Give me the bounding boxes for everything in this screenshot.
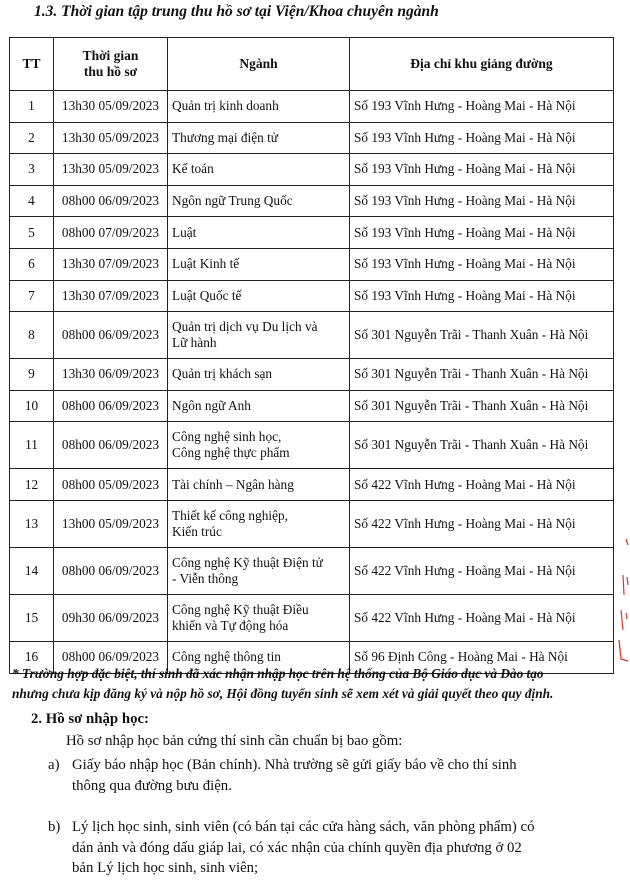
table-row — [10, 422, 614, 469]
cell-tt: 9 — [10, 359, 54, 391]
cell-major-line: - Viễn thông — [172, 570, 239, 586]
cell-address: Số 422 Vĩnh Hưng - Hoàng Mai - Hà Nội — [350, 500, 614, 547]
cell-time: 08h00 05/09/2023 — [54, 469, 168, 501]
list-item-line: Giấy báo nhập học (Bản chính). Nhà trường sẽ gửi giấy báo về cho thí sinh — [72, 757, 517, 773]
schedule-table — [9, 37, 614, 674]
note-line-1: * Trường hợp đặc biệt, thí sinh đã xác nhận nhập học trên hệ thống của Bộ Giáo dục và Đào tạo — [12, 666, 544, 681]
cell-major — [168, 122, 350, 154]
cell-address: Số 193 Vĩnh Hưng - Hoàng Mai - Hà Nội — [350, 91, 614, 123]
cell-tt: 3 — [10, 154, 54, 186]
cell-time: 13h30 05/09/2023 — [54, 91, 168, 123]
cell-time: 08h00 06/09/2023 — [54, 547, 168, 594]
cell-tt: 16 — [10, 641, 54, 673]
special-case-note — [12, 664, 622, 704]
cell-major — [168, 594, 350, 641]
cell-address: Số 301 Nguyễn Trãi - Thanh Xuân - Hà Nội — [350, 359, 614, 391]
table-header-row — [10, 38, 614, 91]
header-tt: TT — [10, 38, 54, 91]
note-line-2: nhưng chưa kịp đăng ký và nộp hồ sơ, Hội đồng tuyển sinh sẽ xem xét và giải quyết theo quy định. — [12, 686, 554, 701]
cell-time: 08h00 06/09/2023 — [54, 390, 168, 422]
cell-tt: 5 — [10, 217, 54, 249]
cell-major-line: Kiến trúc — [172, 523, 222, 539]
cell-major — [168, 547, 350, 594]
cell-time: 08h00 06/09/2023 — [54, 641, 168, 673]
cell-major-line: Công nghệ Kỹ thuật Điện tử — [172, 554, 323, 570]
cell-major — [168, 91, 350, 123]
cell-time: 13h30 05/09/2023 — [54, 154, 168, 186]
cell-tt: 13 — [10, 500, 54, 547]
table-row — [10, 217, 614, 249]
cell-major — [168, 217, 350, 249]
cell-major-line: Tài chính – Ngân hàng — [172, 476, 294, 492]
cell-address: Số 193 Vĩnh Hưng - Hoàng Mai - Hà Nội — [350, 248, 614, 280]
cell-major-line: Quản trị khách sạn — [172, 366, 273, 382]
header-address: Địa chỉ khu giảng đường — [350, 38, 614, 91]
table-row — [10, 248, 614, 280]
cell-address: Số 301 Nguyễn Trãi - Thanh Xuân - Hà Nội — [350, 312, 614, 359]
cell-time: 08h00 07/09/2023 — [54, 217, 168, 249]
cell-time: 13h30 05/09/2023 — [54, 122, 168, 154]
table-row — [10, 312, 614, 359]
cell-tt: 2 — [10, 122, 54, 154]
table-row — [10, 594, 614, 641]
table-row — [10, 359, 614, 391]
table-row — [10, 547, 614, 594]
table-body — [10, 91, 614, 674]
cell-major-line: Luật — [172, 224, 197, 240]
cell-time: 08h00 06/09/2023 — [54, 185, 168, 217]
cell-tt: 12 — [10, 469, 54, 501]
cell-major-line: Công nghệ Kỹ thuật Điều — [172, 601, 309, 617]
table-row — [10, 122, 614, 154]
cell-major-line: Quản trị dịch vụ Du lịch và — [172, 319, 318, 335]
cell-time: 13h30 07/09/2023 — [54, 248, 168, 280]
cell-major-line: Quản trị kinh doanh — [172, 98, 279, 114]
table-row — [10, 469, 614, 501]
cell-major — [168, 422, 350, 469]
cell-address: Số 193 Vĩnh Hưng - Hoàng Mai - Hà Nội — [350, 280, 614, 312]
cell-tt: 10 — [10, 390, 54, 422]
table-row — [10, 154, 614, 186]
cell-major — [168, 185, 350, 217]
list-item-line: Lý lịch học sinh, sinh viên (có bán tại các cửa hàng sách, văn phòng phẩm) có — [72, 819, 535, 835]
cell-major — [168, 469, 350, 501]
table-row — [10, 500, 614, 547]
cell-major-line: Thương mại điện tử — [172, 129, 279, 145]
cell-address: Số 301 Nguyễn Trãi - Thanh Xuân - Hà Nội — [350, 422, 614, 469]
cell-major-line: Lữ hành — [172, 335, 217, 351]
section2-intro: Hồ sơ nhập học bản cứng thí sinh cần chuẩn bị bao gồm: — [66, 733, 403, 749]
list-item-line: dán ảnh và đóng dấu giáp lai, có xác nhận của chính quyền địa phương ở 02 — [72, 839, 522, 856]
table-row — [10, 185, 614, 217]
cell-major — [168, 248, 350, 280]
table-row — [10, 91, 614, 123]
cell-address: Số 96 Định Công - Hoàng Mai - Hà Nội — [350, 641, 614, 673]
cell-address: Số 193 Vĩnh Hưng - Hoàng Mai - Hà Nội — [350, 154, 614, 186]
list-item-b — [48, 817, 608, 879]
cell-address: Số 422 Vĩnh Hưng - Hoàng Mai - Hà Nội — [350, 547, 614, 594]
cell-major — [168, 312, 350, 359]
list-item-line: bản Lý lịch học sinh, sinh viên; — [72, 860, 259, 876]
cell-time: 13h30 07/09/2023 — [54, 280, 168, 312]
section-title: 1.3. Thời gian tập trung thu hồ sơ tại Viện/Khoa chuyên ngành — [34, 3, 439, 20]
list-item-line: thông qua đường bưu điện. — [72, 777, 232, 794]
cell-address: Số 301 Nguyễn Trãi - Thanh Xuân - Hà Nội — [350, 390, 614, 422]
cell-major-line: Công nghệ thông tin — [172, 649, 281, 665]
cell-time: 13h30 06/09/2023 — [54, 359, 168, 391]
header-major: Ngành — [168, 38, 350, 91]
cell-tt: 6 — [10, 248, 54, 280]
cell-major-line: Luật Quốc tế — [172, 287, 242, 303]
cell-tt: 7 — [10, 280, 54, 312]
cell-major-line: Kế toán — [172, 161, 214, 177]
list-item-label: b) — [48, 819, 61, 835]
cell-major-line: Ngôn ngữ Trung Quốc — [172, 193, 293, 209]
cell-address: Số 422 Vĩnh Hưng - Hoàng Mai - Hà Nội — [350, 469, 614, 501]
list-item-label: a) — [48, 757, 60, 773]
cell-address: Số 193 Vĩnh Hưng - Hoàng Mai - Hà Nội — [350, 122, 614, 154]
cell-major-line: Công nghệ sinh học, — [172, 429, 282, 445]
header-time — [54, 38, 168, 91]
cell-tt: 15 — [10, 594, 54, 641]
cell-tt: 1 — [10, 91, 54, 123]
red-pen-marks — [611, 535, 630, 665]
cell-major — [168, 359, 350, 391]
cell-major-line: Thiết kế công nghiệp, — [172, 507, 288, 523]
header-time-line2: thu hồ sơ — [83, 64, 138, 79]
cell-major — [168, 280, 350, 312]
cell-major-line: khiển và Tự động hóa — [172, 617, 289, 633]
cell-tt: 4 — [10, 185, 54, 217]
cell-major-line: Ngôn ngữ Anh — [172, 398, 251, 414]
list-item-a — [48, 755, 608, 796]
cell-time: 09h30 06/09/2023 — [54, 594, 168, 641]
cell-major — [168, 500, 350, 547]
cell-major — [168, 390, 350, 422]
section2-title: 2. Hồ sơ nhập học: — [31, 711, 149, 727]
cell-address: Số 422 Vĩnh Hưng - Hoàng Mai - Hà Nội — [350, 594, 614, 641]
header-time-line1: Thời gian — [82, 48, 139, 63]
cell-address: Số 193 Vĩnh Hưng - Hoàng Mai - Hà Nội — [350, 185, 614, 217]
cell-major-line: Luật Kinh tế — [172, 256, 240, 272]
cell-tt: 11 — [10, 422, 54, 469]
table-row — [10, 280, 614, 312]
cell-time: 08h00 06/09/2023 — [54, 422, 168, 469]
cell-tt: 14 — [10, 547, 54, 594]
cell-time: 13h00 05/09/2023 — [54, 500, 168, 547]
cell-major-line: Công nghệ thực phẩm — [172, 445, 290, 461]
table-row — [10, 390, 614, 422]
cell-tt: 8 — [10, 312, 54, 359]
red-pen-marks-graphic — [611, 535, 630, 665]
cell-major — [168, 154, 350, 186]
cell-time: 08h00 06/09/2023 — [54, 312, 168, 359]
cell-address: Số 193 Vĩnh Hưng - Hoàng Mai - Hà Nội — [350, 217, 614, 249]
